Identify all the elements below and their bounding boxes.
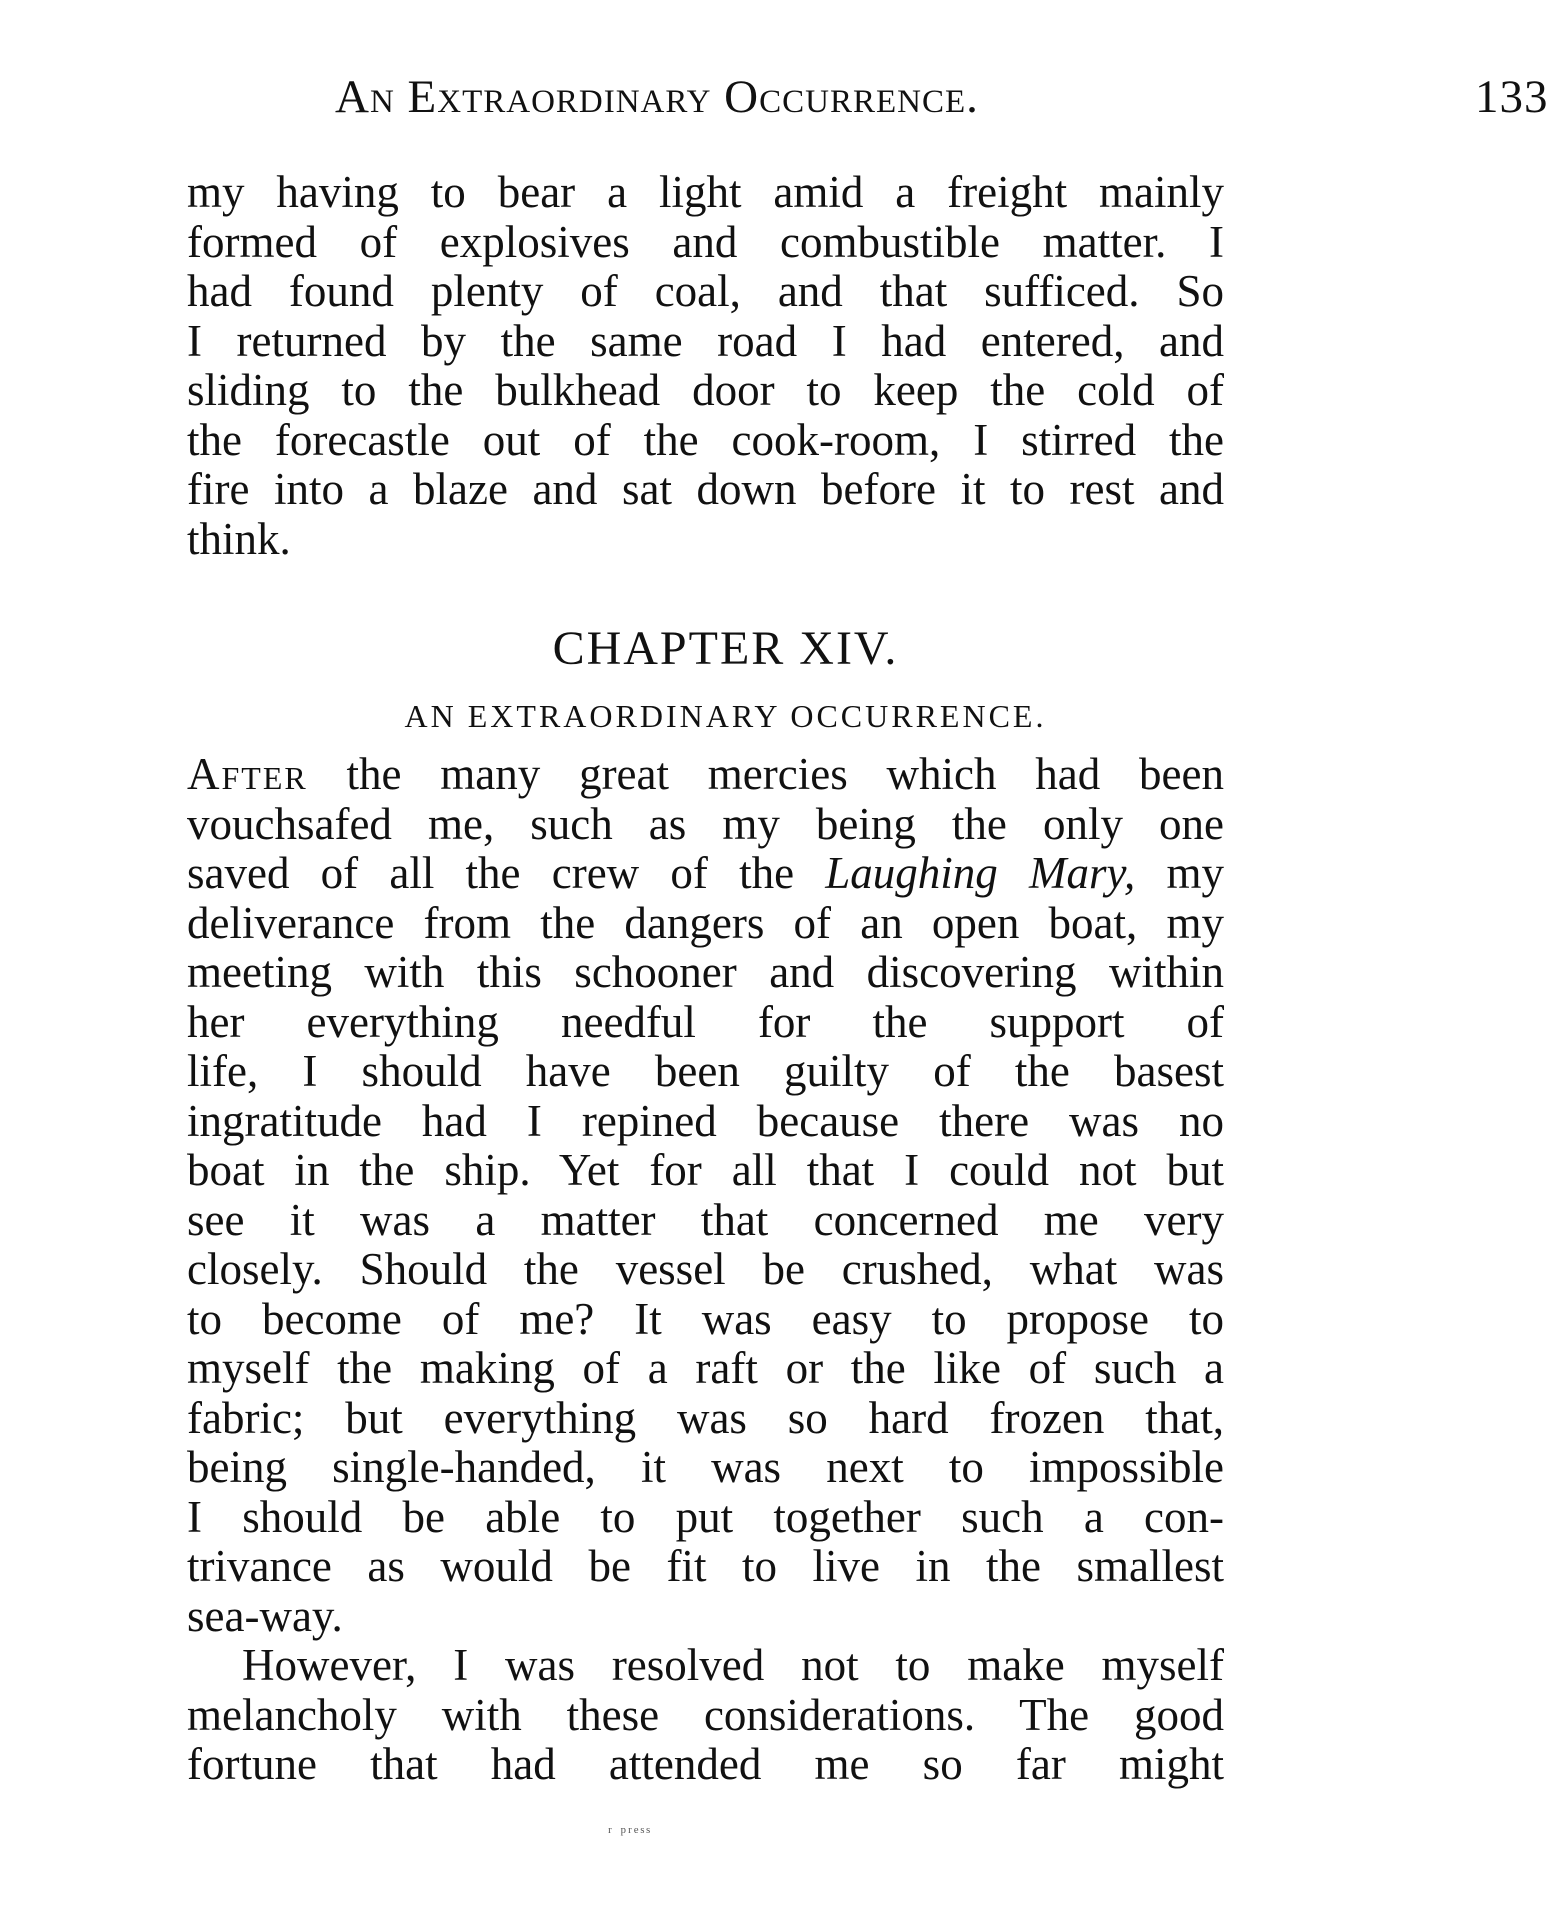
paragraph-opening-line xyxy=(187,750,1224,800)
line-post: my xyxy=(1166,848,1224,898)
text-line: I returned by the same road I had entered, and xyxy=(187,315,1224,366)
section-gap xyxy=(187,564,1224,616)
chapter-subtitle: AN EXTRAORDINARY OCCURRENCE. xyxy=(404,698,1047,734)
text-line: meeting with this schooner and discovering within xyxy=(187,947,1224,997)
text-line: trivance as would be fit to live in the smallest xyxy=(187,1541,1224,1591)
text-line: think. xyxy=(187,513,291,564)
drop-word: After xyxy=(187,749,308,799)
text-block xyxy=(187,168,1224,1790)
text-line: to become of me? It was easy to propose to xyxy=(187,1293,1224,1344)
line-pre: saved of all the crew of the xyxy=(187,848,795,898)
text-line: her everything needful for the support of xyxy=(187,996,1224,1047)
text-line: vouchsafed me, such as my being the only one xyxy=(187,798,1224,849)
text-line: deliverance from the dangers of an open boat, my xyxy=(187,897,1224,948)
text-line xyxy=(187,849,1224,899)
text-line: my having to bear a light amid a freight mainly xyxy=(187,167,1224,217)
text-line: see it was a matter that concerned me very xyxy=(187,1194,1224,1245)
text-line: myself the making of a raft or the like of such a xyxy=(187,1343,1224,1393)
ship-name: Laughing Mary, xyxy=(825,848,1136,898)
text-line: fabric; but everything was so hard frozen that, xyxy=(187,1392,1224,1443)
chapter-heading: CHAPTER XIV. xyxy=(552,622,899,675)
text-line: ingratitude had I repined because there was no xyxy=(187,1095,1224,1146)
running-head xyxy=(335,70,1549,124)
text-line: boat in the ship. Yet for all that I could not but xyxy=(187,1145,1224,1195)
text-line: life, I should have been guilty of the basest xyxy=(187,1046,1224,1096)
text-line: the forecastle out of the cook-room, I stirred the xyxy=(187,414,1224,465)
text-line: being single-handed, it was next to impossible xyxy=(187,1442,1224,1492)
line-rest: the many great mercies which had been xyxy=(346,749,1224,799)
text-line: sliding to the bulkhead door to keep the cold of xyxy=(187,365,1224,415)
printer-mark: ʳ ᵖʳᵉˢˢ xyxy=(607,1822,653,1842)
page-number: 133 xyxy=(1475,71,1549,123)
text-line: fire into a blaze and sat down before it to rest and xyxy=(187,464,1224,514)
text-line: melancholy with these considerations. The good xyxy=(187,1689,1224,1740)
text-line: sea-way. xyxy=(187,1590,343,1641)
text-line: formed of explosives and combustible matter. I xyxy=(187,216,1224,267)
text-line: fortune that had attended me so far might xyxy=(187,1739,1224,1789)
text-line: However, I was resolved not to make myself xyxy=(242,1640,1224,1690)
text-line: I should be able to put together such a con- xyxy=(187,1491,1224,1542)
text-line: had found plenty of coal, and that sufficed. So xyxy=(187,266,1224,316)
text-line: closely. Should the vessel be crushed, what was xyxy=(187,1244,1224,1294)
running-title: An Extraordinary Occurrence. xyxy=(335,71,979,123)
